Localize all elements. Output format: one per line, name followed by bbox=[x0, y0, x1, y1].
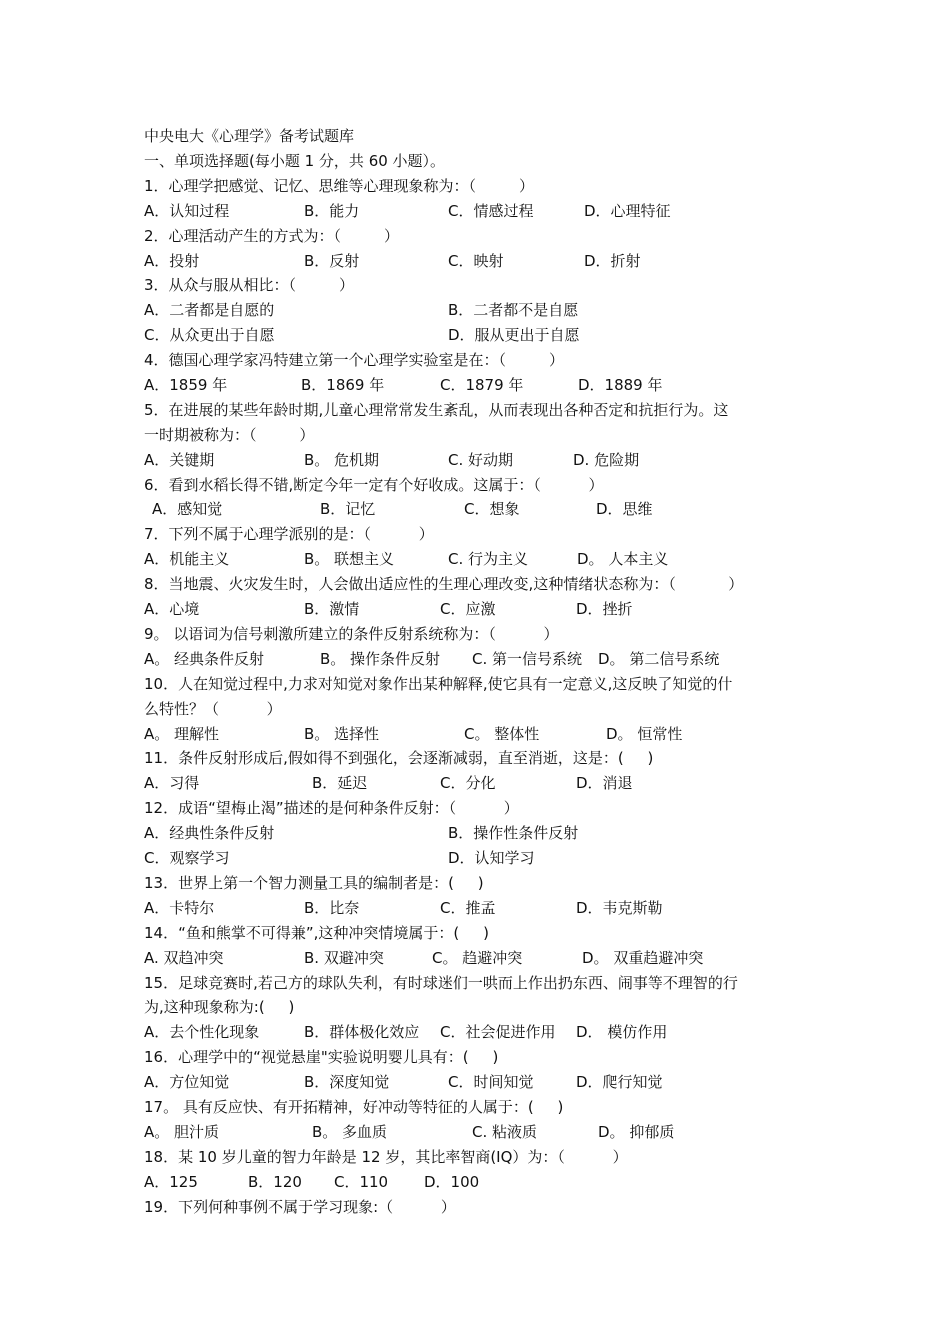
option-c: C．时间知觉 bbox=[448, 1073, 534, 1091]
option-a: A. 双趋冲突 bbox=[144, 949, 224, 967]
option-d: D．思维 bbox=[596, 500, 653, 518]
option-d: D．折射 bbox=[584, 252, 641, 270]
option-b: B．能力 bbox=[304, 202, 360, 220]
option-a: A．1859 年 bbox=[144, 376, 228, 394]
option-c: C．分化 bbox=[440, 774, 496, 792]
option-a: A．方位知觉 bbox=[144, 1073, 230, 1091]
option-d: D．1889 年 bbox=[578, 376, 663, 394]
option-d: D。 人本主义 bbox=[577, 550, 669, 568]
question-text: 18．某 10 岁儿童的智力年龄是 12 岁，其比率智商(IQ）为：（ ） bbox=[144, 1148, 628, 1166]
question-text: 6．看到水稻长得不错,断定今年一定有个好收成。这属于：（ ） bbox=[144, 476, 604, 494]
option-c: C．推孟 bbox=[440, 899, 496, 917]
question-text: 19．下列何种事例不属于学习现象:（ ） bbox=[144, 1198, 456, 1216]
option-a: A．感知觉 bbox=[152, 500, 223, 518]
question-text: 14．“鱼和熊掌不可得兼”,这种冲突情境属于：( ) bbox=[144, 924, 489, 942]
question-text: 4．德国心理学家冯特建立第一个心理学实验室是在：（ ） bbox=[144, 351, 564, 369]
option-c: C. 第一信号系统 bbox=[472, 650, 583, 668]
question-text: 17。 具有反应快、有开拓精神，好冲动等特征的人属于：( ) bbox=[144, 1098, 564, 1116]
option-d: D． 模仿作用 bbox=[576, 1023, 668, 1041]
option-b: B。 危机期 bbox=[304, 451, 380, 469]
question-text: 8．当地震、火灾发生时，人会做出适应性的生理心理改变,这种情绪状态称为：（ ） bbox=[144, 575, 744, 593]
option-c: C．社会促进作用 bbox=[440, 1023, 556, 1041]
option-d: D. 危险期 bbox=[573, 451, 640, 469]
option-a: A。 理解性 bbox=[144, 725, 220, 743]
question-text-continued: 么特性？（ ） bbox=[144, 700, 282, 718]
option-c: C．情感过程 bbox=[448, 202, 534, 220]
option-d: D．心理特征 bbox=[584, 202, 671, 220]
option-d: D．认知学习 bbox=[448, 849, 535, 867]
option-c: C．观察学习 bbox=[144, 849, 230, 867]
option-b: B。 多血质 bbox=[312, 1123, 388, 1141]
question-text: 9。 以语词为信号刺激所建立的条件反射系统称为：（ ） bbox=[144, 625, 559, 643]
option-b: B．深度知觉 bbox=[304, 1073, 390, 1091]
option-c: C. 粘液质 bbox=[472, 1123, 538, 1141]
option-d: D．爬行知觉 bbox=[576, 1073, 663, 1091]
option-b: B. 双避冲突 bbox=[304, 949, 384, 967]
option-d: D。 抑郁质 bbox=[598, 1123, 675, 1141]
option-c: C。 整体性 bbox=[464, 725, 540, 743]
question-text: 15．足球竞赛时,若己方的球队失利，有时球迷们一哄而上作出扔东西、闹事等不理智的行 bbox=[144, 974, 738, 992]
question-text: 11．条件反射形成后,假如得不到强化，会逐渐减弱，直至消逝，这是：( ) bbox=[144, 749, 654, 767]
option-a: A。 经典条件反射 bbox=[144, 650, 265, 668]
option-d: D．韦克斯勒 bbox=[576, 899, 663, 917]
option-b: B。 操作条件反射 bbox=[320, 650, 441, 668]
question-text: 16．心理学中的“视觉悬崖"实验说明婴儿具有：( ) bbox=[144, 1048, 499, 1066]
option-d: D．100 bbox=[424, 1173, 480, 1191]
option-c: C．110 bbox=[334, 1173, 389, 1191]
option-c: C．应激 bbox=[440, 600, 496, 618]
question-text: 1．心理学把感觉、记忆、思维等心理现象称为：（ ） bbox=[144, 177, 534, 195]
option-c: C。 趋避冲突 bbox=[432, 949, 523, 967]
option-c: C．想象 bbox=[464, 500, 520, 518]
option-a: A．经典性条件反射 bbox=[144, 824, 275, 842]
option-a: A．125 bbox=[144, 1173, 198, 1191]
question-text: 13．世界上第一个智力测量工具的编制者是：( ) bbox=[144, 874, 484, 892]
option-a: A．去个性化现象 bbox=[144, 1023, 260, 1041]
option-a: A．心境 bbox=[144, 600, 200, 618]
option-b: B．延迟 bbox=[312, 774, 368, 792]
option-a: A。 胆汁质 bbox=[144, 1123, 220, 1141]
question-text: 10．人在知觉过程中,力求对知觉对象作出某种解释,使它具有一定意义,这反映了知觉的什 bbox=[144, 675, 733, 693]
option-b: B．操作性条件反射 bbox=[448, 824, 579, 842]
option-b: B．反射 bbox=[304, 252, 360, 270]
option-b: B。 选择性 bbox=[304, 725, 380, 743]
option-a: A．二者都是自愿的 bbox=[144, 301, 275, 319]
option-d: D。 第二信号系统 bbox=[598, 650, 720, 668]
option-c: C．1879 年 bbox=[440, 376, 524, 394]
option-b: B．比奈 bbox=[304, 899, 360, 917]
section-heading: 一、单项选择题(每小题 1 分，共 60 小题）。 bbox=[144, 152, 446, 170]
document-title: 中央电大《心理学》备考试题库 bbox=[144, 127, 355, 145]
option-a: A．机能主义 bbox=[144, 550, 230, 568]
question-text: 7．下列不属于心理学派别的是：（ ） bbox=[144, 525, 434, 543]
option-b: B。 联想主义 bbox=[304, 550, 395, 568]
option-c: C．映射 bbox=[448, 252, 504, 270]
option-b: B．群体极化效应 bbox=[304, 1023, 420, 1041]
option-b: B．1869 年 bbox=[301, 376, 385, 394]
option-d: D．挫折 bbox=[576, 600, 633, 618]
question-text: 12．成语“望梅止渴”描述的是何种条件反射：（ ） bbox=[144, 799, 519, 817]
option-d: D。 双重趋避冲突 bbox=[582, 949, 704, 967]
question-text: 3．从众与服从相比：（ ） bbox=[144, 276, 354, 294]
option-c: C．从众更出于自愿 bbox=[144, 326, 275, 344]
question-text: 5．在进展的某些年龄时期,儿童心理常常发生紊乱，从而表现出各种否定和抗拒行为。这 bbox=[144, 401, 729, 419]
option-a: A．习得 bbox=[144, 774, 200, 792]
option-a: A．投射 bbox=[144, 252, 200, 270]
option-d: D．消退 bbox=[576, 774, 633, 792]
question-text-continued: 为,这种现象称为:( ) bbox=[144, 998, 295, 1016]
option-b: B．记忆 bbox=[320, 500, 376, 518]
option-d: D．服从更出于自愿 bbox=[448, 326, 580, 344]
option-a: A．卡特尔 bbox=[144, 899, 215, 917]
option-c: C. 行为主义 bbox=[448, 550, 529, 568]
option-d: D。 恒常性 bbox=[606, 725, 683, 743]
option-b: B．激情 bbox=[304, 600, 360, 618]
option-c: C. 好动期 bbox=[448, 451, 514, 469]
option-b: B．二者都不是自愿 bbox=[448, 301, 579, 319]
question-text-continued: 一时期被称为：（ ） bbox=[144, 426, 315, 444]
question-text: 2．心理活动产生的方式为：（ ） bbox=[144, 227, 399, 245]
option-a: A．关键期 bbox=[144, 451, 215, 469]
option-a: A．认知过程 bbox=[144, 202, 230, 220]
option-b: B．120 bbox=[248, 1173, 302, 1191]
